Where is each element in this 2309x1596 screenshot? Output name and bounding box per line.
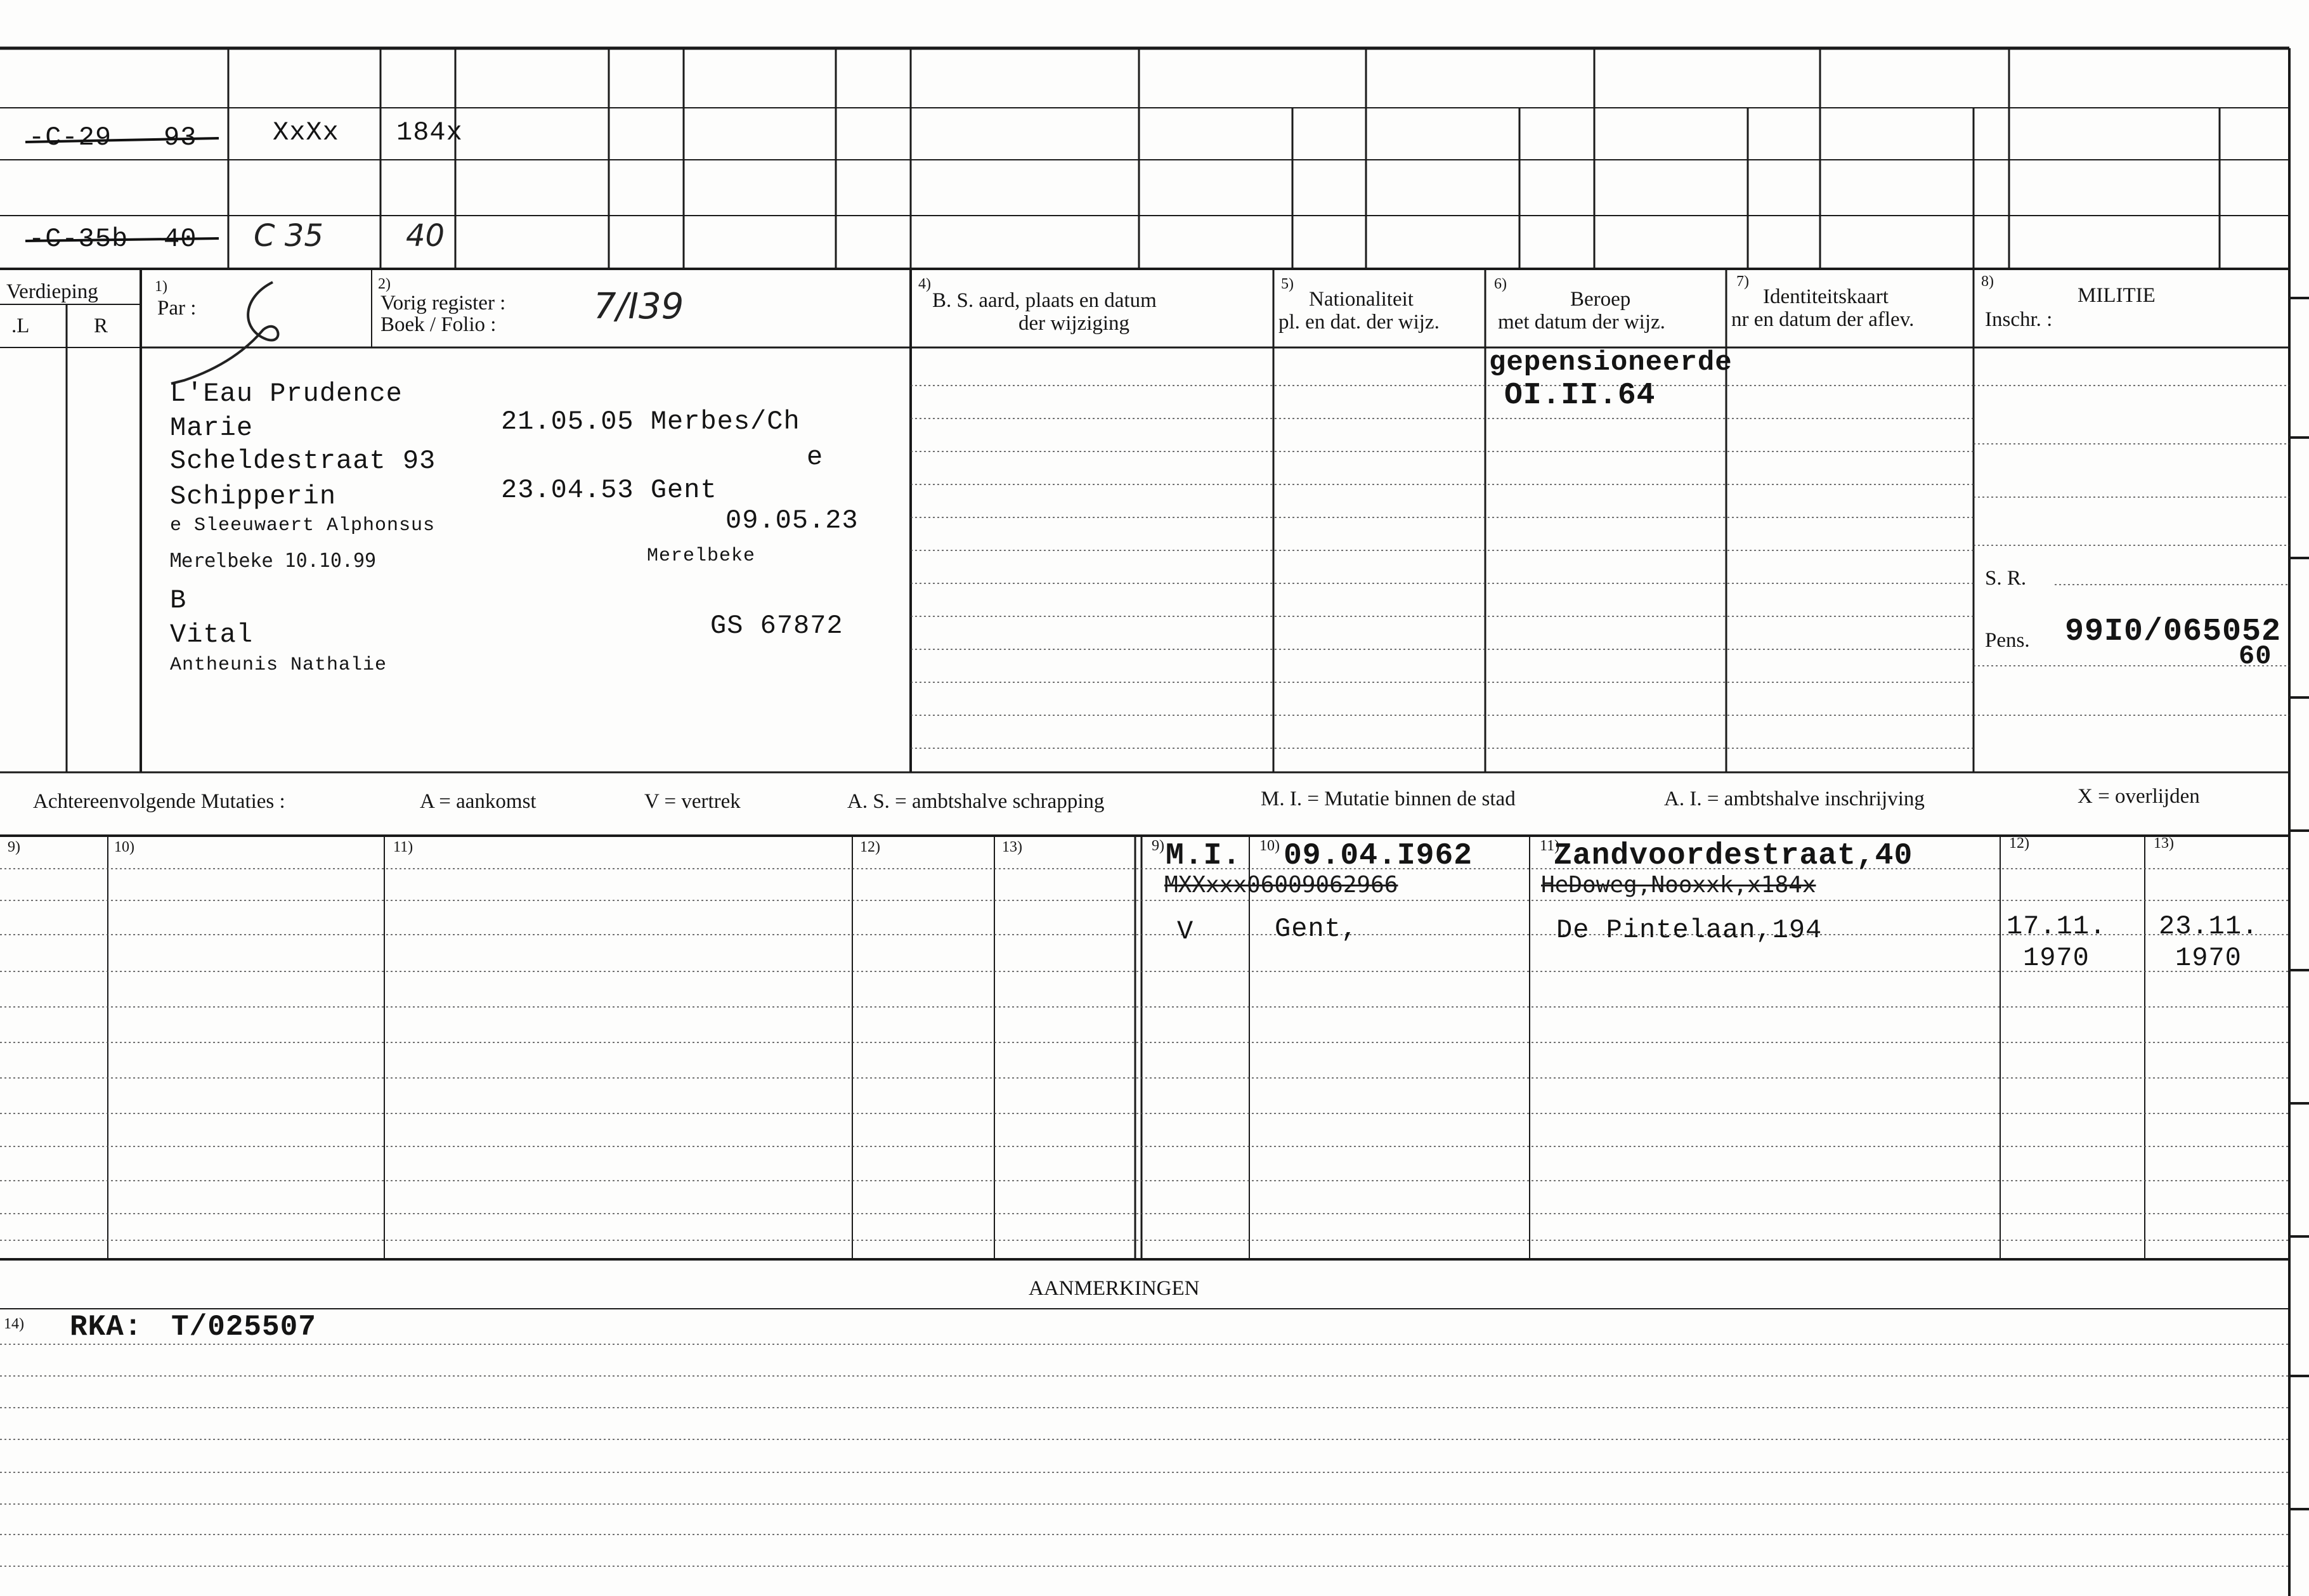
person-mother: Antheunis Nathalie [170, 654, 387, 676]
person-nationality: B [170, 585, 187, 616]
beroep-label-line2: met datum der wijz. [1498, 311, 1665, 334]
person-firstname: Marie [170, 413, 254, 443]
person-spouse-date: 09.05.23 [725, 505, 859, 536]
person-spouse-birth: Merelbeke 10.10.99 [170, 550, 377, 572]
col5-number: 5) [1281, 276, 1294, 292]
mutation2-date12: 17.11. [2007, 911, 2107, 942]
person-father: Vital [170, 620, 254, 650]
mutation2-date13-year: 1970 [2175, 943, 2242, 973]
beroep-value: gepensioneerde [1489, 347, 1733, 379]
person-gs-number: GS 67872 [710, 611, 843, 641]
top-row1-cell4: 184x [396, 117, 463, 148]
id-card-label-line2: nr en datum der aflev. [1731, 308, 1915, 331]
col4-number: 4) [918, 276, 931, 292]
pens-label: Pens. [1985, 629, 2030, 652]
top-row2-cell1: -C-35b [29, 224, 129, 254]
verdieping-label: Verdieping [6, 280, 98, 303]
id-card-label-line1: Identiteitskaart [1763, 285, 1889, 308]
remarks-title: AANMERKINGEN [1029, 1277, 1200, 1300]
mutation1-type: M.I. [1166, 839, 1242, 873]
pension-suffix: 60 [2239, 641, 2272, 671]
rka-label: RKA: [70, 1311, 143, 1344]
person-birth: 21.05.05 Merbes/Ch [501, 406, 800, 437]
bs-label-line2: der wijziging [1018, 312, 1130, 335]
person-address: Scheldestraat 93 [170, 446, 436, 476]
militie-label: MILITIE [2078, 284, 2156, 307]
nationality-label-line2: pl. en dat. der wijz. [1278, 311, 1440, 334]
person-marriage: 23.04.53 Gent [501, 475, 717, 505]
mut-left-col11-number: 11) [393, 839, 413, 855]
top-row2-cell2: 40 [164, 224, 197, 254]
col2-number: 2) [378, 276, 391, 292]
col7-number: 7) [1736, 273, 1749, 290]
person-spouse: e Sleeuwaert Alphonsus [170, 515, 436, 536]
top-row1-cell2: 93 [164, 122, 197, 153]
legend-a: A = aankomst [420, 790, 537, 813]
col1-number: 1) [155, 278, 167, 295]
legend-v: V = vertrek [644, 790, 741, 813]
legend-x: X = overlijden [2078, 785, 2200, 808]
mut-left-col10-number: 10) [114, 839, 134, 855]
pension-number: 99I0/065052 [2065, 614, 2282, 650]
beroep-label-line1: Beroep [1570, 288, 1631, 311]
mut-right-col10-number: 10) [1259, 838, 1280, 854]
col-r-label: R [94, 315, 108, 337]
rka-value: T/025507 [171, 1311, 316, 1344]
sr-label: S. R. [1985, 567, 2027, 590]
par-label: Par : [157, 297, 197, 320]
legend-as: A. S. = ambtshalve schrapping [847, 790, 1105, 813]
remarks-number: 14) [4, 1316, 24, 1332]
top-row1-cell3: XxXx [273, 117, 339, 148]
mut-right-col13-number: 13) [2154, 835, 2174, 852]
mutation2-date12-year: 1970 [2023, 943, 2090, 973]
mutation1-date: 09.04.I962 [1284, 839, 1473, 873]
inschr-label: Inschr. : [1985, 308, 2053, 331]
mutation2-type: V [1177, 916, 1194, 947]
vorig-register-value: 7/I39 [594, 286, 684, 327]
vorig-register-label: Vorig register : [380, 292, 506, 315]
col6-number: 6) [1494, 276, 1507, 292]
mutation2-date13: 23.11. [2159, 911, 2259, 942]
mutation2-address: De Pintelaan,194 [1556, 915, 1823, 945]
person-name: L'Eau Prudence [170, 379, 403, 409]
top-row2-cell3: C 35 [254, 218, 323, 254]
mut-left-col13-number: 13) [1002, 839, 1022, 855]
mut-left-col12-number: 12) [860, 839, 880, 855]
mut-right-col9-number: 9) [1152, 838, 1164, 854]
mut-right-col12-number: 12) [2009, 835, 2029, 852]
person-marker-e: e [807, 442, 824, 472]
legend-mi: M. I. = Mutatie binnen de stad [1261, 788, 1516, 810]
nationality-label-line1: Nationaliteit [1309, 288, 1414, 311]
top-row2-cell4: 40 [406, 218, 445, 254]
mut-right-col11-number: 11) [1540, 838, 1560, 854]
col8-number: 8) [1981, 273, 1994, 290]
mutation2-place: Gent, [1275, 914, 1358, 944]
boek-folio-label: Boek / Folio : [380, 313, 497, 336]
struck-date-line: MXXxxx06009062966 [1164, 872, 1398, 898]
top-row1-cell1: -C-29 [29, 122, 112, 153]
mutations-title: Achtereenvolgende Mutaties : [33, 790, 285, 813]
beroep-date: OI.II.64 [1504, 379, 1656, 413]
person-profession: Schipperin [170, 481, 337, 512]
struck-address-line: HeDoweg,Nooxxk,x184x [1541, 872, 1816, 898]
person-spouse-place: Merelbeke [647, 545, 756, 567]
legend-ai: A. I. = ambtshalve inschrijving [1664, 788, 1925, 810]
bs-label-line1: B. S. aard, plaats en datum [932, 289, 1157, 312]
mutation1-address: Zandvoordestraat,40 [1554, 839, 1913, 873]
col-l-label: .L [11, 315, 30, 337]
mut-left-col9-number: 9) [8, 839, 20, 855]
